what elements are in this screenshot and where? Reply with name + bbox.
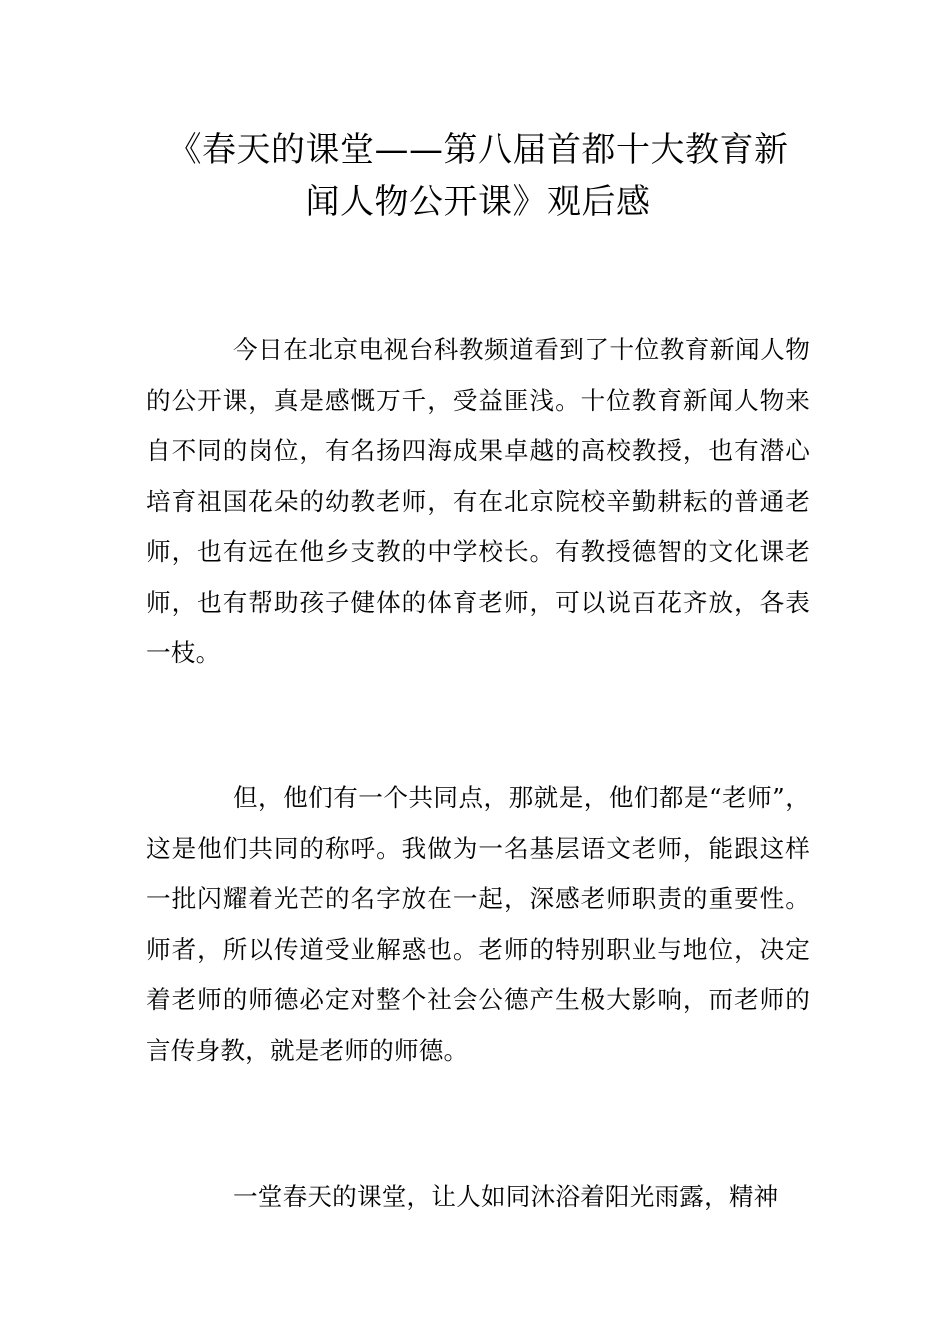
- body-paragraph-2: 但，他们有一个共同点，那就是，他们都是“老师”，这是他们共同的称呼。我做为一名基层语文老师，能跟这样一批闪耀着光芒的名字放在一起，深感老师职责的重要性。师者，所以传道受业解惑也。老师的特别职业与地位，决定着老师的师德必定对整个社会公德产生极大影响，而老师的言传身教，就是老师的师德。: [146, 783, 810, 1065]
- body-paragraph-1: 今日在北京电视台科教频道看到了十位教育新闻人物的公开课，真是感慨万千，受益匪浅。十位教育新闻人物来自不同的岗位，有名扬四海成果卓越的高校教授，也有潜心培育祖国花朵的幼教老师，有在北京院校辛勤耕耘的普通老师，也有远在他乡支教的中学校长。有教授德智的文化课老师，也有帮助孩子健体的体育老师，可以说百花齐放，各表一枝。: [146, 335, 810, 667]
- body-paragraph-3: 一堂春天的课堂，让人如同沐浴着阳光雨露，精神: [233, 1182, 779, 1211]
- title-line-2: 闻人物公开课》观后感: [305, 182, 651, 222]
- title-line-1: 《春天的课堂——第八届首都十大教育新: [167, 130, 789, 170]
- document-title: [146, 124, 810, 228]
